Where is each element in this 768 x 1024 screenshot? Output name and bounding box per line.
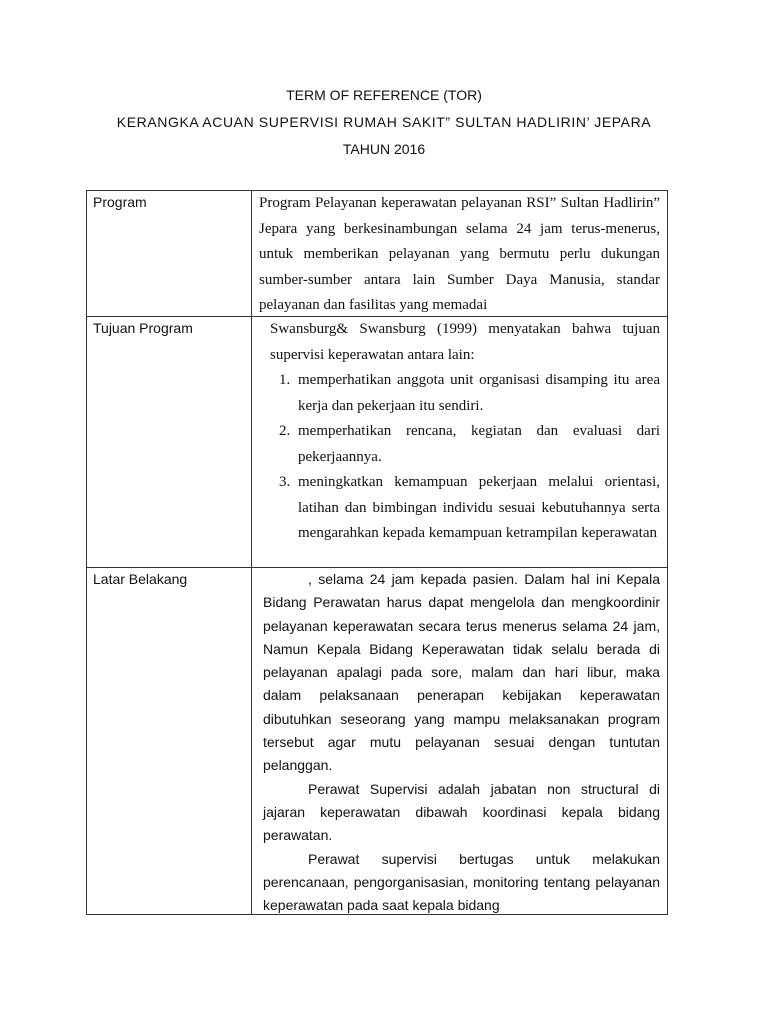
table-row-tujuan <box>87 317 668 568</box>
row-label-cell <box>87 191 252 317</box>
tujuan-list <box>270 368 660 547</box>
row-content-cell <box>252 317 668 568</box>
tujuan-label: Tujuan Program <box>93 320 193 336</box>
row-content-cell <box>252 568 668 915</box>
document-title: TERM OF REFERENCE (TOR) <box>286 87 482 103</box>
list-item: 3. meningkatkan kemampuan pekerjaan melalui orientasi, latihan dan bimbingan individu sesuai kebutuhannya serta mengarahkan kepada kemampuan ketrampilan keperawatan <box>294 470 660 547</box>
table-row-latar <box>87 568 668 915</box>
row-content-cell <box>252 191 668 317</box>
row-label-cell <box>87 568 252 915</box>
tujuan-intro: Swansburg& Swansburg (1999) menyatakan bahwa tujuan supervisi keperawatan antara lain: <box>270 321 660 363</box>
latar-label: Latar Belakang <box>93 571 188 587</box>
row-label-cell <box>87 317 252 568</box>
tor-table <box>86 190 668 915</box>
latar-paragraph-3: Perawat supervisi bertugas untuk melakukan perencanaan, pengorganisasian, monitoring tentang pelayanan keperawatan pada saat kepala bidang <box>263 850 660 914</box>
latar-paragraph-2: Perawat Supervisi adalah jabatan non structural di jajaran keperawatan dibawah koordinasi kepala bidang perawatan. <box>263 780 660 844</box>
program-text: Program Pelayanan keperawatan pelayanan RSI” Sultan Hadlirin” Jepara yang berkesinambungan selama 24 jam terus-menerus, untuk memberikan pelayanan yang bermutu perlu dukungan sumber-sumber antara lain Sumber Daya Manusia, standar pelayanan dan fasilitas yang memadai <box>259 195 660 313</box>
tujuan-content <box>252 317 667 567</box>
latar-paragraph-1: , selama 24 jam kepada pasien. Dalam hal ini Kepala Bidang Perawatan harus dapat mengelola dan mengkoordinir pelayanan keperawatan secara terus menerus selama 24 jam, Namun Kepala Bidang Keperawatan tidak selalu berada di pelayanan apalagi pada sore, malam dan hari libur, maka dalam pelaksanaan penerapan kebijakan keperawatan dibutuhkan seseorang yang mampu melaksanakan program tersebut agar mutu pelayanan sesuai dengan tuntutan pelanggan. <box>263 571 660 774</box>
list-item: 2. memperhatikan rencana, kegiatan dan evaluasi dari pekerjaannya. <box>294 419 660 470</box>
list-item: 1. memperhatikan anggota unit organisasi disamping itu area kerja dan pekerjaan itu sendiri. <box>294 368 660 419</box>
latar-content <box>252 568 667 914</box>
document-year: TAHUN 2016 <box>342 141 426 157</box>
program-label: Program <box>93 194 147 210</box>
document-subtitle: KERANGKA ACUAN SUPERVISI RUMAH SAKIT” SULTAN HADLIRIN’ JEPARA <box>116 114 652 130</box>
table-row-program <box>87 191 668 317</box>
